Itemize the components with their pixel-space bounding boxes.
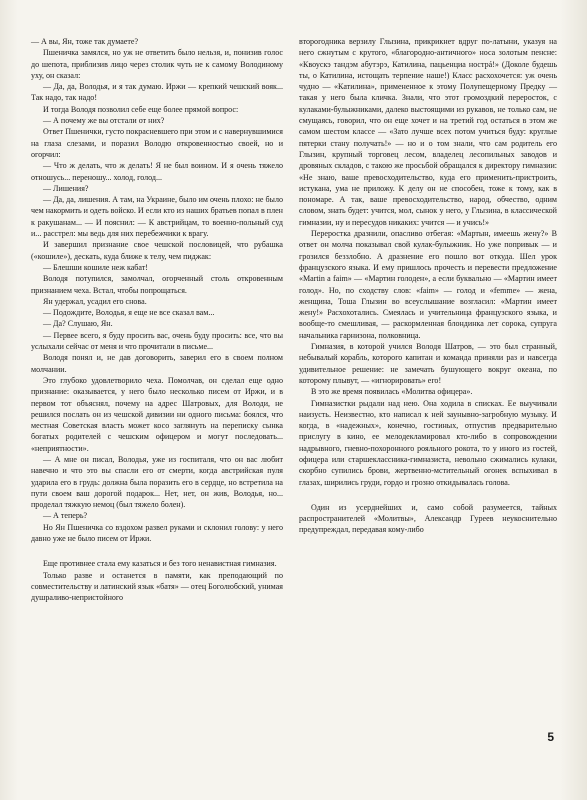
paragraph: — Да, да, лишения. А там, на Украине, было им очень плохо: не было чем накормить и одеть войско. И если кто из наших братьев попал в плен к ракушанам... — И пояснил: — К австрийцам, то военно-польный суд и... расстрел: мы ведь для них перебежчики к врагу. [31,195,283,239]
paragraph: Ответ Пшенички, густо покрасневшего при этом и с навернувшимися на глаза слезами, и поразил Володю откровенностью своей, но и огорчил: [31,127,283,159]
paragraph: Это глубоко удовлетворило чеха. Помолчав, он сделал еще одно признание: оказывается, у него было несколько писем от Иржи, и в первом тот объяснял, почему на адрес Шатровых, для Володи, не решился послать он из чешской дивизии ни одного письма: боялся, что местная Советская власть может косо заглянуть на переписку сынка богатых родителей с чешским офицером и могут последовать... «неприятности». [31,375,283,453]
paragraph: — А вы, Ян, тоже так думаете? [31,37,139,46]
paragraph: — А мне он писал, Володья, уже из госпиталя, что он вас любит навечно и что это вы спасли его от смерти, когда австрийская пуля ударила его в грудь: должна была поразить его в сердце, но встретила на пути своем ваш дорогой подарок... Нет, нет, он жив, Володья, но... проделал тяжкую немоц (был тяжело болен). [31,454,283,510]
paragraph: — Первее всего, я буду просить вас, очень буду просить: все, что вы услыхали сейчас от меня и что прочитали в письме... [31,330,283,352]
page-number: 5 [547,730,554,744]
right-column [299,36,557,536]
left-column-top [31,36,283,544]
left-column-bottom [31,558,283,603]
paragraph: Ян удержал, усадил его снова. [43,296,147,306]
paragraph: Володя потупился, замолчал, огорченный столь откровенным признанием чеха. Встал, чтобы попрощаться. [31,274,283,295]
paragraph: — Подождите, Володья, я еще не все сказал вам... [43,308,215,318]
paragraph: — Что ж делать, что ж делать! Я не был воином. И я очень тяжело отношусь... переношу... холод, голод... [31,161,283,182]
section-break [299,488,557,502]
paragraph: Переростка дразнили, опасливо отбегая: «Мартын, имеешь жену?» В ответ он молча показывал свой кулак-булыжник. Но уже попривык — и грозился беззлобно. А дразнение его пошло вот откуда. Шел урок французского языка. И ему пришлось прочесть и перевести предложение «Martin a faim» — «Мартин голоден», а если буквально — «Мартин имеет голод». Но, по сходству слов: «faim» — голод и «femme» — жена, женщина, Тоша Глызин во всеуслышание возгласил: «Мартин имеет жену!» Расхохотались. Смеялась и учительница французского языка, и вообще-то смешливая, — раскормленная блондинка лет сорока, супруга начальника гарнизона, полковница. [299,229,557,340]
paragraph: В это же время появилась «Молитва офицера». [311,387,473,397]
paragraph: — Да? Слушаю, Ян. [43,319,113,329]
paragraph: И тогда Володя позволил себе еще более прямой вопрос: [43,104,239,114]
paragraph: — А теперь? [43,511,88,521]
paragraph: И завершил признание свое чешской пословицей, что рубашка («кошиле»), дескать, куда ближе к телу, чем пиджак: [31,240,283,261]
paragraph: Пшеничка замялся, но уж не ответить было нельзя, и, понизив голос до шепота, приблизив лицо через столик чуть не к самому Володиному уху, он сказал: [31,48,283,80]
right-column-bottom [299,502,557,536]
paragraph: Один из усерднейших и, само собой разумеется, тайных распространителей «Молитвы», Александр Гуреев неукоснительно предупреждал, передавая кому-либо [299,502,557,535]
paragraph: — Лишения? [43,183,89,193]
left-column [31,36,283,604]
paragraph: Только разве и останется в памяти, как преподающий по совместительству и латинский язык «батя» — отец Боголюбский, унимая душраливо-непристойного [31,570,283,603]
right-column-top [299,36,557,488]
paragraph: Володя понял и, не дав договорить, заверил его в своем полном молчании. [31,353,283,374]
paragraph: — Да, да, Володья, и я так думаю. Иржи — крепкий чешский вояк... Так надо, так надо! [31,82,283,103]
section-break [31,544,283,558]
paragraph: Гимназия, в которой учился Володя Шатров, — это был странный, небывалый корабль, которого капитан и команда приняли раз и навсегда удивительное решение: не замечать бушующего вокруг океана, по которому плывут, — «игнорировать» его! [299,342,557,385]
paragraph: Но Ян Пшеничка со вздохом развел руками и склонил голову: у него давно уже не было писем от Иржи. [31,522,283,544]
paragraph: Гимназистки рыдали над нею. Она ходила в списках. Ее выучивали наизусть. Неизвестно, кто написал к ней заунывно-загробную музыку. И когда, в «надежных», конечно, гостиных, отпустив предварительно прислугу в кино, ее мелодекламировал кто-либо в сопровождении надрывного, гневно-похоронного рояльного рокота, то у иного из гостей, офицера или старшеклассника-гимназиста, невольно сжимались кулаки, скорбно супились брови, жертвенно-мстительный огонек вспыхивал в глазах, ширились груди, гордо и грозно откидывалась голова. [299,398,557,487]
paragraph: Еще противнее стала ему казаться и без того ненавистная гимназия. [43,559,277,569]
paragraph: второгодника верзилу Глызина, прикрикнет вдруг по-латыни, указуя на него сжнутым с крутого, «благородно-античного» носа золотым пенсне: «Квоускэ тандэм абутэрэ, Катилина, пацьенциа нострá!» (Доколе будешь ты, о Катилина, истощать терпение наше!) Класс расхохочется: уж очень чудно — «Катилина», примененное к этому Полупещерному Предку — такая у него была кличка. Знали, что этот громоздкий переросток, с кулаками-булыжниками, далеко выстоящими из рукавов, не только сам, не смущаясь, говорил, что он еще хочет и на третий год остаться в этом же самом шестом классе — «Зато лучше всех потом учиться буду: круглые пятерки стану получать!» — но и о том знали, что сам родитель его Глызин, крупный торговец лесом, владелец лесопильных заводов и дровяных складов, с такою же просьбой обращался к директору гимназии: «Не знаю, ваше превосходительство, куда его применить-пристроить, истукана, ума не приложу. К делу он не способен, тоже к тому, как в пономаре. А так, ваше превосходительство, народ, обчество, одним словом, знать будет: учится, мол, сынок у него, у Глызина, в классической гимназии, ну и пересудов никаких: учится — и учись!» [299,37,557,227]
paragraph: — А почему же вы отстали от них? [43,116,165,126]
paragraph: — Блешши кошиле неж кабат! [43,262,148,272]
